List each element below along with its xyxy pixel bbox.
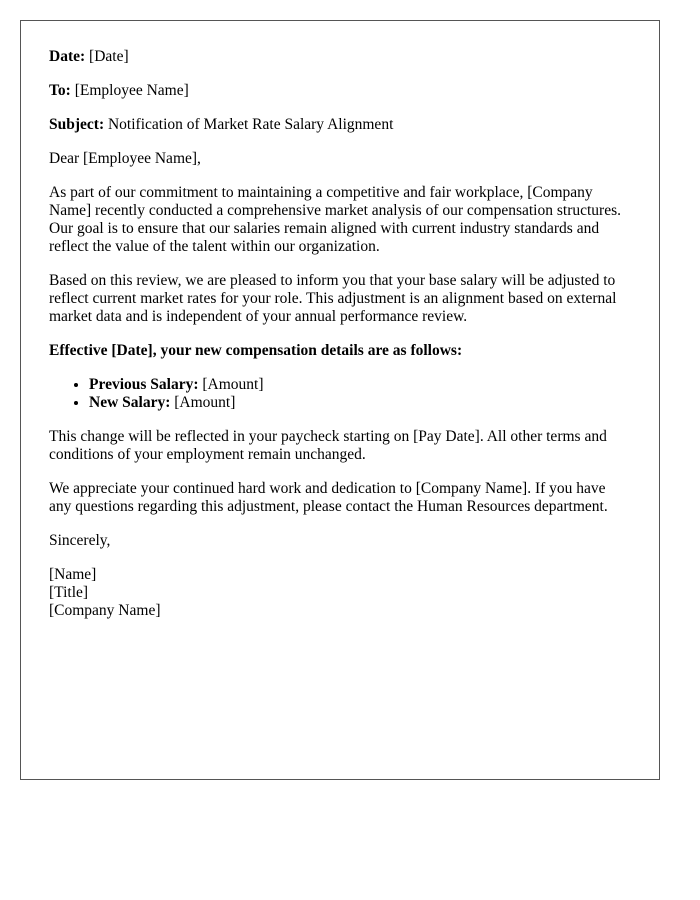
subject-line bbox=[49, 116, 631, 134]
new-salary-label: New Salary: bbox=[89, 394, 171, 411]
list-item-new-salary bbox=[89, 394, 631, 412]
compensation-details-list bbox=[49, 376, 631, 412]
to-label: To: bbox=[49, 82, 71, 99]
signature-name: [Name] bbox=[49, 566, 97, 583]
new-salary-value: [Amount] bbox=[170, 394, 236, 411]
date-value: [Date] bbox=[85, 48, 129, 65]
salutation: Dear [Employee Name], bbox=[49, 150, 201, 167]
signature-block bbox=[49, 566, 631, 620]
to-value: [Employee Name] bbox=[70, 82, 189, 99]
subject-value: Notification of Market Rate Salary Alignment bbox=[104, 116, 394, 133]
letter-document bbox=[20, 20, 660, 780]
signature-title: [Title] bbox=[49, 584, 89, 601]
paragraph-intro: As part of our commitment to maintaining a competitive and fair workplace, [Company Name] recently conducted a comprehensive market analysis of our compensation structures. Our goal is to ensure that our salaries remain aligned with current industry standards and reflect the value of the talent within our organization. bbox=[49, 184, 622, 255]
effective-line: Effective [Date], your new compensation details are as follows: bbox=[49, 342, 463, 359]
paragraph-review: Based on this review, we are pleased to inform you that your base salary will be adjusted to reflect current market rates for your role. This adjustment is an alignment based on external market data and is independent of your annual performance review. bbox=[49, 272, 617, 325]
closing: Sincerely, bbox=[49, 532, 111, 549]
date-label: Date: bbox=[49, 48, 86, 65]
list-item-previous-salary bbox=[89, 376, 631, 394]
previous-salary-label: Previous Salary: bbox=[89, 376, 199, 393]
paragraph-appreciation: We appreciate your continued hard work and dedication to [Company Name]. If you have any questions regarding this adjustment, please contact the Human Resources department. bbox=[49, 480, 608, 515]
signature-company: [Company Name] bbox=[49, 602, 161, 619]
previous-salary-value: [Amount] bbox=[198, 376, 264, 393]
subject-label: Subject: bbox=[49, 116, 105, 133]
date-line bbox=[49, 48, 631, 66]
paragraph-paycheck: This change will be reflected in your paycheck starting on [Pay Date]. All other terms and conditions of your employment remain unchanged. bbox=[49, 428, 607, 463]
to-line bbox=[49, 82, 631, 100]
